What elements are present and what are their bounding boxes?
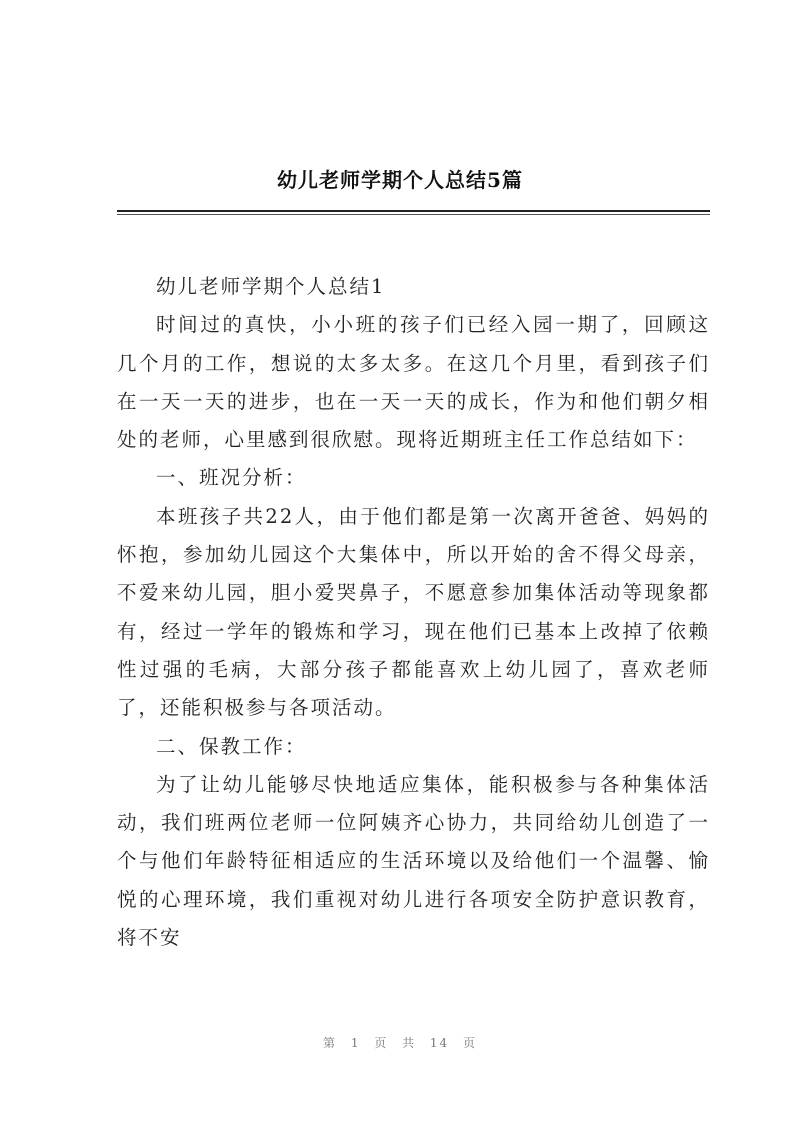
subsection-heading: 一、班况分析：	[156, 466, 307, 490]
title-divider	[117, 210, 710, 212]
title-divider-thin	[117, 214, 710, 215]
body-paragraph: 时间过的真快，小小班的孩子们已经入园一期了，回顾这几个月的工作，想说的太多太多。在这几个月里，看到孩子们在一天一天的进步，也在一天一天的成长，作为和他们朝夕相处的老师，心里感到很欣慰。现将近期班主任工作总结如下：	[117, 313, 710, 452]
subsection-heading: 二、保教工作：	[156, 734, 307, 758]
page-title: 幼儿老师学期个人总结5篇	[277, 168, 523, 192]
body-paragraph: 本班孩子共22人，由于他们都是第一次离开爸爸、妈妈的怀抱，参加幼儿园这个大集体中，所以开始的舍不得父母亲，不爱来幼儿园，胆小爱哭鼻子，不愿意参加集体活动等现象都有，经过一学年的锻炼和学习，现在他们已基本上改掉了依赖性过强的毛病，大部分孩子都能喜欢上幼儿园了，喜欢老师了，还能积极参与各项活动。	[117, 504, 710, 720]
body-content	[117, 268, 710, 957]
body-paragraph: 为了让幼儿能够尽快地适应集体，能积极参与各种集体活动，我们班两位老师一位阿姨齐心协力，共同给幼儿创造了一个与他们年龄特征相适应的生活环境以及给他们一个温馨、愉悦的心理环境，我们重视对幼儿进行各项安全防护意识教育，将不安	[117, 772, 710, 950]
section-heading: 幼儿老师学期个人总结1	[156, 275, 386, 298]
page-number: 第 1 页 共 14 页	[323, 1036, 477, 1050]
